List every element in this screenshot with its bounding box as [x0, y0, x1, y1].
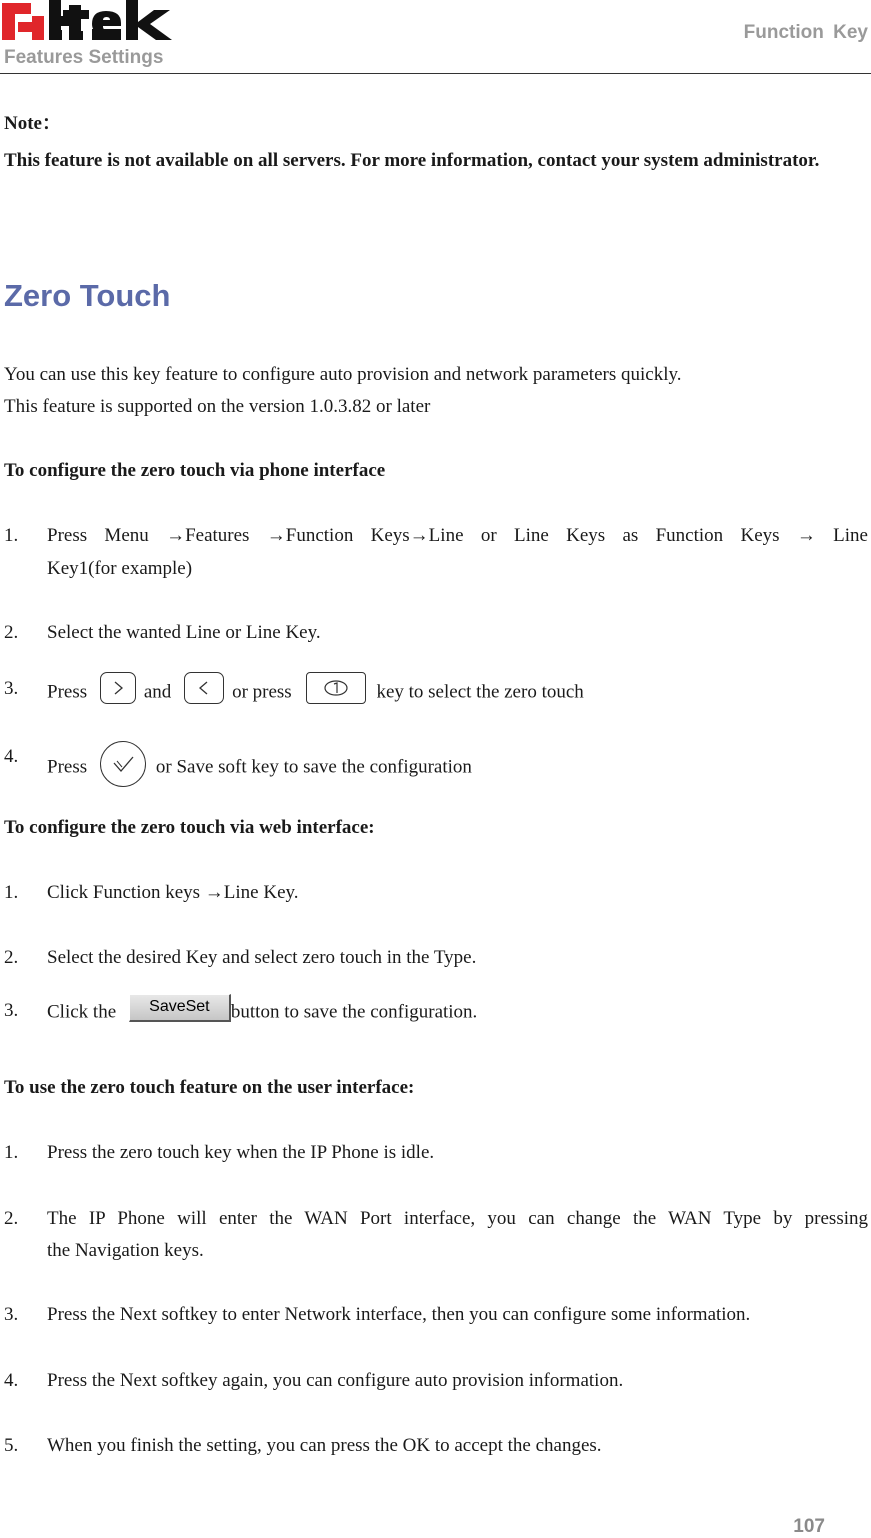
ui-step-3-text: Press the Next softkey to enter Network interface, then you can configure some information.	[47, 1304, 751, 1325]
phone-step-3-and: and	[143, 681, 172, 703]
header-section: Features Settings	[4, 47, 164, 68]
ui-step-1-number: 1.	[4, 1142, 19, 1163]
note-label: Note：	[4, 113, 61, 134]
phone-step-3-number: 3.	[4, 678, 19, 699]
line-key-icon	[306, 672, 366, 704]
phone-config-heading: To configure the zero touch via phone interface	[4, 460, 386, 481]
phone-step-4-number: 4.	[4, 746, 19, 767]
ui-step-4-number: 4.	[4, 1370, 19, 1391]
phone-step-3	[47, 677, 584, 709]
phone-step-4-rest: or Save soft key to save the configuration	[155, 756, 472, 778]
page-number: 107	[793, 1516, 825, 1537]
intro-line-1: You can use this key feature to configure auto provision and network parameters quickly.	[4, 364, 682, 385]
header-chapter: Function Key	[743, 22, 868, 43]
saveset-button[interactable]: SaveSet	[129, 994, 231, 1022]
ui-step-3-number: 3.	[4, 1304, 19, 1325]
web-step-2-number: 2.	[4, 947, 19, 968]
htek-logo	[2, 0, 190, 42]
ui-step-2-text: The IP Phone will enter the WAN Port interface, you can change the WAN Type by pressing	[47, 1208, 868, 1229]
web-step-2-text: Select the desired Key and select zero touch in the Type.	[47, 947, 477, 968]
header-divider	[0, 73, 871, 74]
web-config-heading: To configure the zero touch via web interface:	[4, 817, 375, 838]
ui-step-1-text: Press the zero touch key when the IP Phone is idle.	[47, 1142, 435, 1163]
web-step-1-number: 1.	[4, 882, 19, 903]
left-nav-key-icon	[184, 672, 224, 704]
phone-step-4	[47, 745, 472, 791]
right-nav-key-icon	[100, 672, 136, 704]
web-step-3-rest: button to save the configuration.	[230, 1001, 478, 1023]
ui-step-5-text: When you finish the setting, you can press the OK to accept the changes.	[47, 1435, 602, 1456]
section-title: Zero Touch	[4, 278, 171, 313]
web-step-3-number: 3.	[4, 1000, 19, 1021]
phone-step-3-rest: key to select the zero touch	[376, 681, 584, 703]
ui-step-2-number: 2.	[4, 1208, 19, 1229]
phone-step-4-press: Press	[47, 756, 88, 778]
phone-step-2-text: Select the wanted Line or Line Key.	[47, 622, 321, 643]
phone-step-3-or-press: or press	[232, 681, 292, 703]
ok-key-icon	[100, 741, 146, 787]
ui-step-5-number: 5.	[4, 1435, 19, 1456]
web-step-3	[47, 999, 477, 1027]
phone-step-1-number: 1.	[4, 525, 19, 546]
ui-step-2-text-2: the Navigation keys.	[47, 1240, 204, 1261]
web-step-1-text: Click Function keys →Line Key.	[47, 882, 299, 903]
phone-step-2-number: 2.	[4, 622, 19, 643]
phone-step-1-line-1: Press Menu →Features →Function Keys→Line or Line Keys as Function Keys → Line	[47, 525, 868, 546]
note-text: This feature is not available on all servers. For more information, contact your system administrator.	[4, 150, 820, 171]
phone-step-3-press: Press	[47, 681, 88, 703]
phone-step-1-line-2: Key1(for example)	[47, 558, 193, 579]
ui-step-4-text: Press the Next softkey again, you can configure auto provision information.	[47, 1370, 624, 1391]
intro-line-2: This feature is supported on the version 1.0.3.82 or later	[4, 396, 431, 417]
user-interface-heading: To use the zero touch feature on the user interface:	[4, 1077, 415, 1098]
web-step-3-click: Click the	[47, 1001, 117, 1023]
